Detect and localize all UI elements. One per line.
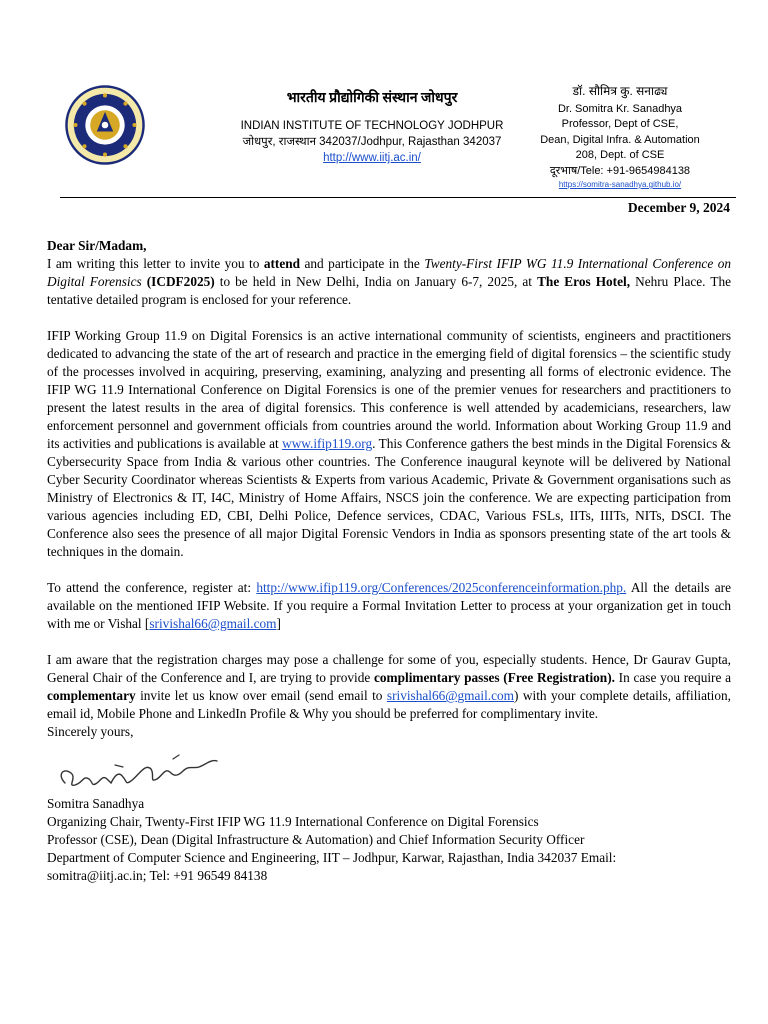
registration-link[interactable]: http://www.ifip119.org/Conferences/2025conferenceinformation.php. (256, 580, 627, 595)
signatory-contact: somitra@iitj.ac.in; Tel: +91 96549 84138 (47, 868, 268, 883)
professor-website-link[interactable]: https://somitra-sanadhya.github.io/ (558, 180, 682, 189)
paragraph-complimentary: I am aware that the registration charges may pose a challenge for some of you, especially students. Hence, Dr Gaurav Gupta, General Chair of the Conference and I, are trying to provide complimentary passes (Free Registration). In case you require a complementary invite let us know over email (send email to srivishal66@gmail.com) with your complete details, affiliation, email id, Mobile Phone and LinkedIn Profile & Why you should be preferred for complimentary invite. (47, 652, 732, 721)
professor-dean: Dean, Digital Infra. & Automation (540, 133, 700, 146)
institute-block (222, 88, 522, 166)
ifip-website-link[interactable]: www.ifip119.org (282, 436, 373, 451)
signatory-department: Department of Computer Science and Engineering, IIT – Jodhpur, Karwar, Rajasthan, India 342037 Email: (47, 850, 617, 865)
professor-block (530, 84, 710, 191)
letter-date: December 9, 2024 (627, 200, 730, 215)
institute-name: INDIAN INSTITUTE OF TECHNOLOGY JODHPUR (240, 120, 504, 132)
institute-address: जोधपुर, राजस्थान 342037/Jodhpur, Rajasthan 342037 (242, 136, 502, 148)
letter-body (47, 237, 731, 885)
paragraph-about-wg: IFIP Working Group 11.9 on Digital Forensics is an active international community of scientists, engineers and practitioners dedicated to advancing the state of the art of research and practice in the emerging field of digital forensics – the scientific study of the processes involved in acquiring, preserving, examining, analyzing and presenting all forms of electronic evidence. The IFIP WG 11.9 International Conference on Digital Forensics is one of the premier venues for researchers and practitioners to present the latest results in the area of digital forensics. This conference is well attended by academicians, researchers, law enforcement personnel and government officials from countries around the world. Information about Working Group 11.9 and its activities and publications is available at www.ifip119.org. This Conference gathers the best minds in the Digital Forensics & Cybersecurity Space from India & various other countries. The Conference inaugural keynote will be delivered by National Cyber Security Coordinator whereas Scientists & Experts from various Academic, Private & Government organisations such as Ministry of Electronics & IT, I4C, Ministry of Home Affairs, NSCS join the conference. We are expecting participation from various agencies including ED, CBI, Delhi Police, Defence services, CDAC, Various FSLs, IITs, IIITs, NITs, DSCI. The Conference also sees the presence of all major Digital Forensic Vendors in India as sponsors presenting state of the art tools & techniques in the domain. (47, 328, 732, 559)
professor-office: 208, Dept. of CSE (575, 149, 665, 161)
vishal-email-link-2[interactable]: srivishal66@gmail.com (386, 688, 515, 703)
signatory-role: Organizing Chair, Twenty-First IFIP WG 11.9 International Conference on Digital Forensics (47, 814, 539, 829)
institute-name-hindi: भारतीय प्रौद्योगिकी संस्थान जोधपुर (286, 91, 458, 106)
professor-name: Dr. Somitra Kr. Sanadhya (557, 102, 683, 115)
header-divider (60, 197, 736, 198)
professor-name-hindi: डॉ. सौमित्र कु. सनाढ्य (572, 84, 668, 98)
paragraph-invitation: I am writing this letter to invite you to attend and participate in the Twenty-First IFIP WG 11.9 International Conference on Digital Forensics (ICDF2025) to be held in New Delhi, India on January 6-7, 2025, at The Eros Hotel, Nehru Place. The tentative detailed program is enclosed for your reference. (47, 256, 731, 307)
signatory-position: Professor (CSE), Dean (Digital Infrastructure & Automation) and Chief Information Security Officer (47, 832, 585, 847)
signature-image (53, 745, 223, 795)
salutation: Dear Sir/Madam, (47, 238, 147, 253)
iitj-logo (64, 84, 146, 166)
paragraph-registration: To attend the conference, register at: http://www.ifip119.org/Conferences/2025conferenceinformation.php. All the details are available on the mentioned IFIP Website. If you require a Formal Invitation Letter to process at your organization get in touch with me or Vishal [srivishal66@gmail.com] (47, 580, 731, 631)
signatory-name: Somitra Sanadhya (47, 796, 145, 811)
professor-phone: दूरभाष/Tele: +91-9654984138 (549, 164, 691, 177)
closing: Sincerely yours, (47, 724, 134, 739)
institute-website-link[interactable]: http://www.iitj.ac.in/ (323, 152, 421, 164)
vishal-email-link[interactable]: srivishal66@gmail.com (149, 616, 277, 631)
professor-title: Professor, Dept of CSE, (561, 118, 679, 130)
